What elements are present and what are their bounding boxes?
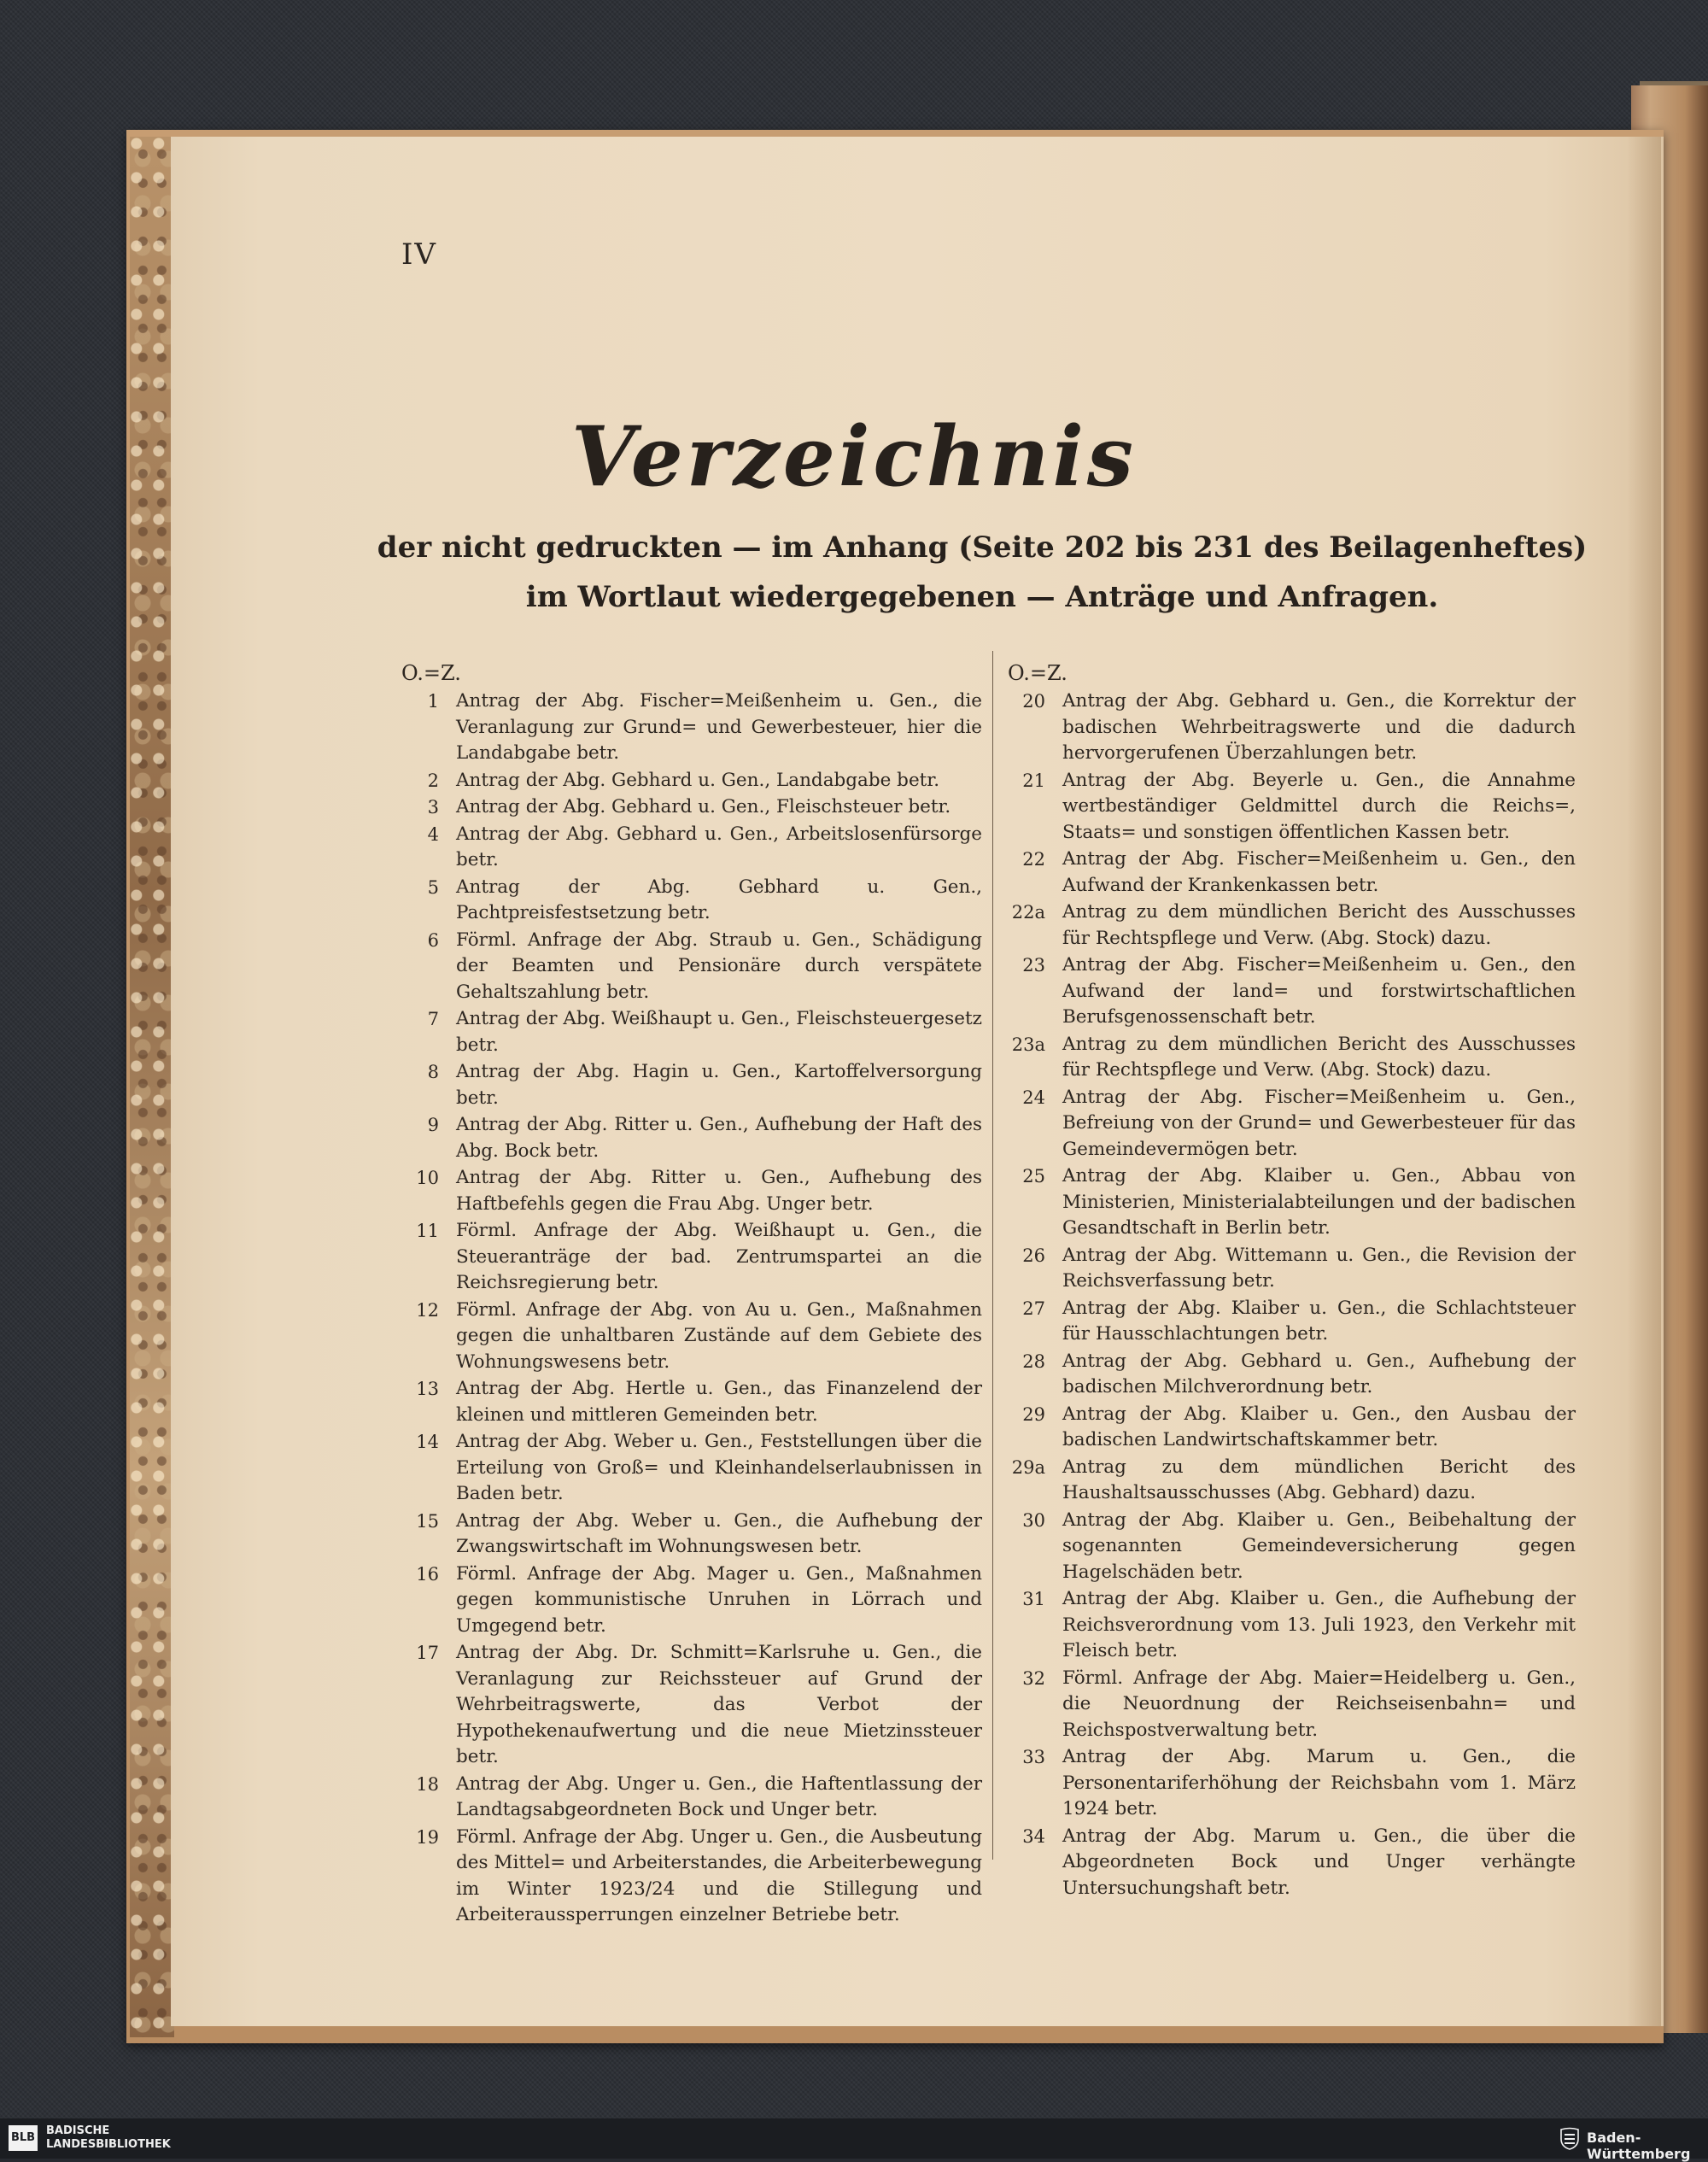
list-item: [401, 1561, 982, 1640]
entry-text: Antrag der Abg. Gebhard u. Gen., Pachtpreisfestsetzung betr.: [456, 876, 982, 923]
entry-text: Antrag der Abg. Wittemann u. Gen., die Revision der Reichsverfassung betr.: [1062, 1244, 1576, 1292]
entry-text: Antrag der Abg. Marum u. Gen., die Personentariferhöhung der Reichsbahn vom 1. März 1924 betr.: [1062, 1746, 1576, 1819]
entry-number: 25: [1022, 1166, 1045, 1186]
entry-number: 30: [1022, 1509, 1045, 1531]
entry-number: 34: [1022, 1825, 1045, 1847]
library-name-line1: BADISCHE: [46, 2124, 110, 2137]
list-item: [1008, 1824, 1576, 1902]
entry-number: 10: [416, 1168, 439, 1188]
column-head-left: O.=Z.: [401, 661, 461, 685]
list-item: [1008, 1243, 1576, 1295]
entry-text: Antrag der Abg. Ritter u. Gen., Aufhebung der Haft des Abg. Bock betr.: [456, 1114, 982, 1162]
list-item: [1008, 847, 1576, 899]
library-name-line2: LANDESBIBLIOTHEK: [46, 2138, 171, 2151]
entry-text: Antrag der Abg. Dr. Schmitt=Karlsruhe u. Gen., die Veranlagung zur Reichssteuer auf Grund der Wehrbeitragswerte, das Verbot der Hypothekenaufwertung und die neue Mietzinssteuer betr.: [456, 1642, 982, 1767]
entry-number: 20: [1022, 691, 1045, 712]
entry-number: 3: [427, 797, 439, 817]
right-entry-list: [1008, 688, 1576, 1901]
list-item: [1008, 1085, 1576, 1163]
entry-number: 31: [1022, 1589, 1045, 1609]
list-item: [401, 1006, 982, 1058]
entry-text: Antrag der Abg. Weber u. Gen., die Aufhebung der Zwangswirtschaft im Wohnungswesen betr.: [456, 1509, 982, 1557]
list-item: [401, 1059, 982, 1111]
entry-text: Förml. Anfrage der Abg. Straub u. Gen., Schädigung der Beamten und Pensionäre durch verspätete Gehaltszahlung betr.: [456, 929, 982, 1003]
list-item: [401, 928, 982, 1006]
list-item: [401, 1509, 982, 1561]
list-item: [1008, 1032, 1576, 1084]
list-item: [1008, 768, 1576, 847]
left-column: [401, 658, 982, 1930]
list-item: [401, 794, 982, 821]
entry-number: 9: [427, 1115, 439, 1135]
list-item: [1008, 1163, 1576, 1242]
entry-number: 33: [1022, 1747, 1045, 1767]
entry-text: Antrag der Abg. Fischer=Meißenheim u. Gen., den Aufwand der land= und forstwirtschaftlichen Berufsgenossenschaft betr.: [1062, 954, 1576, 1028]
entry-number: 6: [427, 929, 439, 951]
column-head-right: O.=Z.: [1008, 661, 1068, 685]
entry-number: 28: [1022, 1351, 1045, 1372]
entry-text: Antrag der Abg. Fischer=Meißenheim u. Gen., Befreiung von der Grund= und Gewerbesteuer für das Gemeindevermögen betr.: [1062, 1086, 1576, 1160]
entry-number: 22: [1022, 849, 1045, 870]
entry-text: Antrag der Abg. Fischer=Meißenheim u. Gen., den Aufwand der Krankenkassen betr.: [1062, 848, 1576, 896]
entry-text: Förml. Anfrage der Abg. von Au u. Gen., Maßnahmen gegen die unhaltbaren Zustände auf dem Gebiete des Wohnungswesens betr.: [456, 1298, 982, 1373]
list-item: [1008, 952, 1576, 1031]
entry-text: Antrag der Abg. Gebhard u. Gen., Arbeitslosenfürsorge betr.: [456, 823, 982, 870]
entry-number: 4: [427, 823, 439, 845]
right-column: [1008, 658, 1576, 1902]
entry-text: Antrag der Abg. Ritter u. Gen., Aufhebung des Haftbefehls gegen die Frau Abg. Unger betr.: [456, 1167, 982, 1215]
entry-number: 29: [1022, 1403, 1045, 1425]
list-item: [1008, 688, 1576, 767]
list-item: [1008, 899, 1576, 952]
entry-number: 19: [416, 1826, 439, 1848]
list-item: [401, 1772, 982, 1824]
list-item: [401, 1298, 982, 1376]
list-item: [401, 1112, 982, 1164]
viewer-footer-bar: [0, 2118, 1708, 2162]
entry-number: 5: [427, 876, 439, 898]
list-item: [401, 875, 982, 927]
blb-logo[interactable]: BLB: [9, 2125, 38, 2151]
entry-number: 21: [1022, 770, 1045, 791]
entry-text: Antrag der Abg. Klaiber u. Gen., die Aufhebung der Reichsverordnung vom 13. Juli 1923, den Verkehr mit Fleisch betr.: [1062, 1588, 1576, 1661]
column-divider: [992, 651, 993, 1860]
entry-number: 17: [416, 1643, 439, 1663]
list-item: [1008, 1455, 1576, 1507]
entry-text: Förml. Anfrage der Abg. Unger u. Gen., die Ausbeutung des Mittel= und Arbeiterstandes, die Arbeiterbewegung im Winter 1923/24 und die Stillegung und Arbeiteraussperrungen einzelner Betriebe betr.: [456, 1825, 982, 1925]
entry-text: Antrag der Abg. Beyerle u. Gen., die Annahme wertbeständiger Geldmittel durch die Reichs=, Staats= und sonstigen öffentlichen Kassen betr.: [1062, 769, 1576, 843]
baden-wuerttemberg-crest-icon: [1559, 2127, 1580, 2150]
page-folio: IV: [401, 237, 437, 272]
entry-number: 11: [416, 1221, 439, 1241]
entry-number: 32: [1022, 1667, 1045, 1689]
list-item: [1008, 1586, 1576, 1665]
entry-text: Antrag der Abg. Gebhard u. Gen., Landabgabe betr.: [456, 769, 940, 791]
entry-number: 26: [1022, 1245, 1045, 1266]
list-item: [1008, 1402, 1576, 1454]
entry-number: 23a: [1011, 1034, 1045, 1055]
list-item: [401, 1825, 982, 1929]
list-item: [401, 1640, 982, 1771]
entry-text: Förml. Anfrage der Abg. Maier=Heidelberg u. Gen., die Neuordnung der Reichseisenbahn= und Reichspostverwaltung betr.: [1062, 1667, 1576, 1741]
entry-number: 16: [416, 1563, 439, 1585]
entry-text: Antrag der Abg. Klaiber u. Gen., die Schlachtsteuer für Hausschlachtungen betr.: [1062, 1297, 1576, 1345]
page-title: Verzeichnis: [571, 408, 1137, 505]
list-item: [401, 1218, 982, 1297]
list-item: [1008, 1744, 1576, 1823]
entry-text: Antrag der Abg. Weißhaupt u. Gen., Fleischsteuergesetz betr.: [456, 1008, 982, 1056]
entry-number: 8: [427, 1062, 439, 1082]
entry-text: Antrag der Abg. Fischer=Meißenheim u. Gen., die Veranlagung zur Grund= und Gewerbesteuer, hier die Landabgabe betr.: [456, 690, 982, 764]
entry-number: 29a: [1011, 1456, 1045, 1478]
state-name[interactable]: Baden-Württemberg: [1587, 2130, 1691, 2162]
list-item: [1008, 1666, 1576, 1744]
list-item: [401, 1165, 982, 1217]
entry-text: Antrag der Abg. Gebhard u. Gen., Fleischsteuer betr.: [456, 796, 951, 817]
entry-text: Antrag der Abg. Hertle u. Gen., das Finanzelend der kleinen und mittleren Gemeinden betr.: [456, 1378, 982, 1426]
list-item: [1008, 1296, 1576, 1348]
entry-text: Antrag der Abg. Gebhard u. Gen., Aufhebung der badischen Milchverordnung betr.: [1062, 1350, 1576, 1397]
list-item: [401, 1376, 982, 1428]
library-name[interactable]: [46, 2124, 171, 2152]
entry-text: Antrag zu dem mündlichen Bericht des Ausschusses für Rechtspflege und Verw. (Abg. Stock) dazu.: [1062, 1033, 1576, 1081]
left-entry-list: [401, 688, 982, 1929]
entry-text: Antrag zu dem mündlichen Bericht des Ausschusses für Rechtspflege und Verw. (Abg. Stock) dazu.: [1062, 901, 1576, 949]
list-item: [401, 768, 982, 794]
entry-text: Antrag der Abg. Gebhard u. Gen., die Korrektur der badischen Wehrbeitragswerte und die dadurch hervorgerufenen Überzahlungen betr.: [1062, 690, 1576, 764]
entry-number: 2: [427, 770, 439, 791]
entry-number: 14: [416, 1432, 439, 1452]
entry-text: Antrag der Abg. Marum u. Gen., die über die Abgeordneten Bock und Unger verhängte Untersuchungshaft betr.: [1062, 1825, 1576, 1899]
entry-text: Förml. Anfrage der Abg. Mager u. Gen., Maßnahmen gegen kommunistische Unruhen in Lörrach und Umgegend betr.: [456, 1562, 982, 1637]
entry-number: 22a: [1011, 902, 1045, 923]
entry-text: Antrag der Abg. Unger u. Gen., die Haftentlassung der Landtagsabgeordneten Bock und Unger betr.: [456, 1772, 982, 1820]
entry-text: Antrag der Abg. Klaiber u. Gen., den Ausbau der badischen Landwirtschaftskammer betr.: [1062, 1403, 1576, 1450]
page-subtitle: der nicht gedruckten — im Anhang (Seite 202 bis 231 des Beilagenheftes) im Wortlaut wiedergegebenen — Anträge und Anfragen.: [377, 530, 1588, 614]
entry-number: 13: [416, 1379, 439, 1399]
list-item: [1008, 1508, 1576, 1586]
list-item: [1008, 1349, 1576, 1401]
entry-number: 18: [416, 1773, 439, 1795]
entry-number: 27: [1022, 1298, 1045, 1319]
entry-number: 1: [427, 691, 439, 712]
entry-text: Antrag der Abg. Klaiber u. Gen., Beibehaltung der sogenannten Gemeindeversicherung gegen Hagelschäden betr.: [1062, 1509, 1576, 1583]
list-item: [401, 822, 982, 874]
entry-text: Antrag der Abg. Hagin u. Gen., Kartoffelversorgung betr.: [456, 1061, 982, 1109]
entry-number: 15: [416, 1510, 439, 1532]
list-item: [401, 688, 982, 767]
entry-text: Antrag der Abg. Weber u. Gen., Feststellungen über die Erteilung von Groß= und Kleinhandelserlaubnissen in Baden betr.: [456, 1431, 982, 1504]
entry-text: Antrag zu dem mündlichen Bericht des Haushaltsausschusses (Abg. Gebhard) dazu.: [1062, 1456, 1576, 1503]
entry-text: Förml. Anfrage der Abg. Weißhaupt u. Gen., die Steueranträge der bad. Zentrumspartei an die Reichsregierung betr.: [456, 1220, 982, 1293]
entry-number: 7: [427, 1009, 439, 1029]
entry-number: 12: [416, 1299, 439, 1321]
list-item: [401, 1429, 982, 1508]
entry-number: 23: [1022, 955, 1045, 976]
entry-number: 24: [1022, 1087, 1045, 1108]
entry-text: Antrag der Abg. Klaiber u. Gen., Abbau von Ministerien, Ministerialabteilungen und der badischen Gesandtschaft in Berlin betr.: [1062, 1165, 1576, 1239]
